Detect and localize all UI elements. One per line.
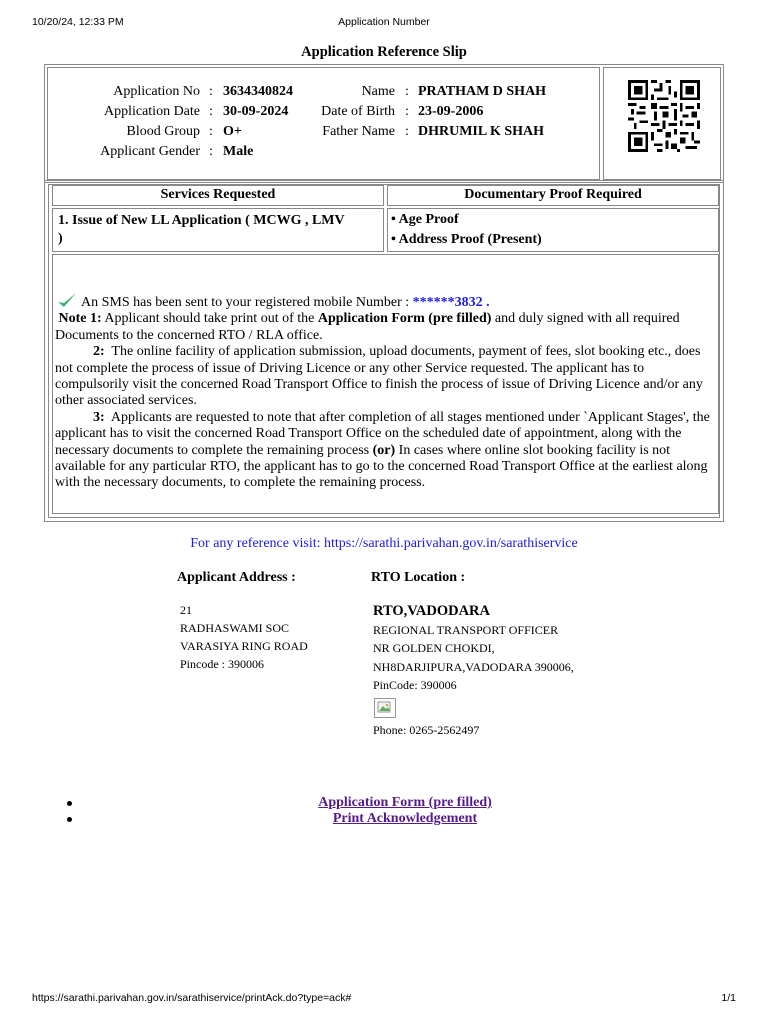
proof-header: Documentary Proof Required xyxy=(387,185,719,206)
list-item xyxy=(0,795,768,811)
label-dob: Date of Birth xyxy=(321,104,395,119)
print-datetime: 10/20/24, 12:33 PM xyxy=(32,16,124,28)
colon: : xyxy=(405,124,409,139)
application-form-link[interactable]: Application Form (pre filled) xyxy=(318,795,492,810)
services-header: Services Requested xyxy=(52,185,384,206)
value-gender: Male xyxy=(223,144,254,159)
label-father-name: Father Name xyxy=(322,124,395,139)
rto-line: NR GOLDEN CHOKDI, xyxy=(373,641,495,655)
sms-line xyxy=(55,295,715,311)
address-line: 21 xyxy=(180,603,192,617)
label-application-date: Application Date xyxy=(103,104,200,119)
colon: : xyxy=(405,104,409,119)
rto-pincode: PinCode: 390006 xyxy=(373,678,457,692)
notes-cell xyxy=(52,254,719,514)
applicant-address-heading: Applicant Address : xyxy=(177,570,296,585)
note-1-label: Note 1: xyxy=(58,311,102,327)
rto-name: RTO,VADODARA xyxy=(373,603,490,619)
print-header xyxy=(32,16,736,30)
address-line: VARASIYA RING ROAD xyxy=(180,639,308,653)
value-father-name: DHRUMIL K SHAH xyxy=(418,124,545,139)
note-2-text: The online facility of application submission, upload documents, payment of fees, slot booking etc., does not complete the process of issue of Driving Licence or any other Service requested. The applicant has to compulsorily visit the concerned Road Transport Office to finish the process of issue of Driving Licence and/or any other associated services. xyxy=(55,344,703,409)
note-2 xyxy=(55,344,715,410)
note-1-text-a: Applicant should take print out of the xyxy=(104,311,315,327)
colon: : xyxy=(209,144,213,159)
label-application-no: Application No xyxy=(113,84,200,99)
broken-image-icon xyxy=(374,698,396,718)
colon: : xyxy=(209,84,213,99)
qr-box xyxy=(603,67,721,180)
label-gender: Applicant Gender xyxy=(100,144,200,159)
sms-number: ******3832 . xyxy=(412,295,490,310)
qr-code-icon xyxy=(628,80,700,152)
reference-visit-link[interactable]: For any reference visit: https://sarathi.parivahan.gov.in/sarathiservice xyxy=(190,536,578,551)
address-line: RADHASWAMI SOC xyxy=(180,621,290,635)
value-application-no: 3634340824 xyxy=(223,84,293,99)
colon: : xyxy=(209,124,213,139)
value-name: PRATHAM D SHAH xyxy=(418,84,547,99)
colon: : xyxy=(209,104,213,119)
note-3-text-a: Applicants are requested to note that after completion of all stages mentioned under `Applicant Stages', the applicant has to visit the concerned Road Transport Office on the scheduled date of appointment, along with the necessary documents to complete the remaining process xyxy=(55,409,710,458)
rto-location-heading: RTO Location : xyxy=(371,570,466,585)
print-page-title: Application Number xyxy=(338,16,430,28)
print-footer xyxy=(32,992,736,1006)
rto-line: REGIONAL TRANSPORT OFFICER xyxy=(373,623,559,637)
proof-item: • Address Proof (Present) xyxy=(391,232,542,247)
proof-cell xyxy=(387,208,719,252)
note-1-bold: Application Form (pre filled) xyxy=(317,311,492,327)
address-pincode: Pincode : 390006 xyxy=(180,657,264,671)
note-3 xyxy=(55,410,715,492)
note-1 xyxy=(55,311,715,344)
notes xyxy=(55,295,715,492)
proof-item: • Age Proof xyxy=(391,212,459,227)
note-2-label: 2: xyxy=(93,344,105,360)
rto-line: NH8DARJIPURA,VADODARA 390006, xyxy=(373,660,574,674)
image-glyph xyxy=(375,699,395,717)
print-url: https://sarathi.parivahan.gov.in/sarathiservice/printAck.do?type=ack# xyxy=(32,992,352,1004)
note-1-text-b: and duly signed with all required Documents to the concerned RTO / RLA office. xyxy=(55,311,680,343)
service-item: 1. Issue of New LL Application ( MCWG , LMV xyxy=(58,213,345,228)
value-application-date: 30-09-2024 xyxy=(223,104,289,119)
value-dob: 23-09-2006 xyxy=(418,104,484,119)
label-name: Name xyxy=(361,84,395,99)
rto-phone: Phone: 0265-2562497 xyxy=(373,723,480,737)
colon: : xyxy=(405,84,409,99)
service-cell xyxy=(52,208,384,252)
note-3-or: (or) xyxy=(372,442,396,458)
value-blood-group: O+ xyxy=(223,124,242,139)
label-blood-group: Blood Group xyxy=(126,124,200,139)
note-3-label: 3: xyxy=(93,409,105,425)
list-item xyxy=(0,811,768,827)
page-number: 1/1 xyxy=(721,992,736,1004)
print-acknowledgement-link[interactable]: Print Acknowledgement xyxy=(332,811,478,826)
sms-text: An SMS has been sent to your registered mobile Number : xyxy=(81,295,410,310)
service-item-cont: ) xyxy=(58,231,63,246)
slip-title: Application Reference Slip xyxy=(301,44,467,60)
note-3-text-b: In cases where online slot booking facility is not available for any particular RTO, the applicant has to go to the concerned Road Transport Office at the earliest along with the necessary documents, to complete the remaining process. xyxy=(55,442,708,491)
